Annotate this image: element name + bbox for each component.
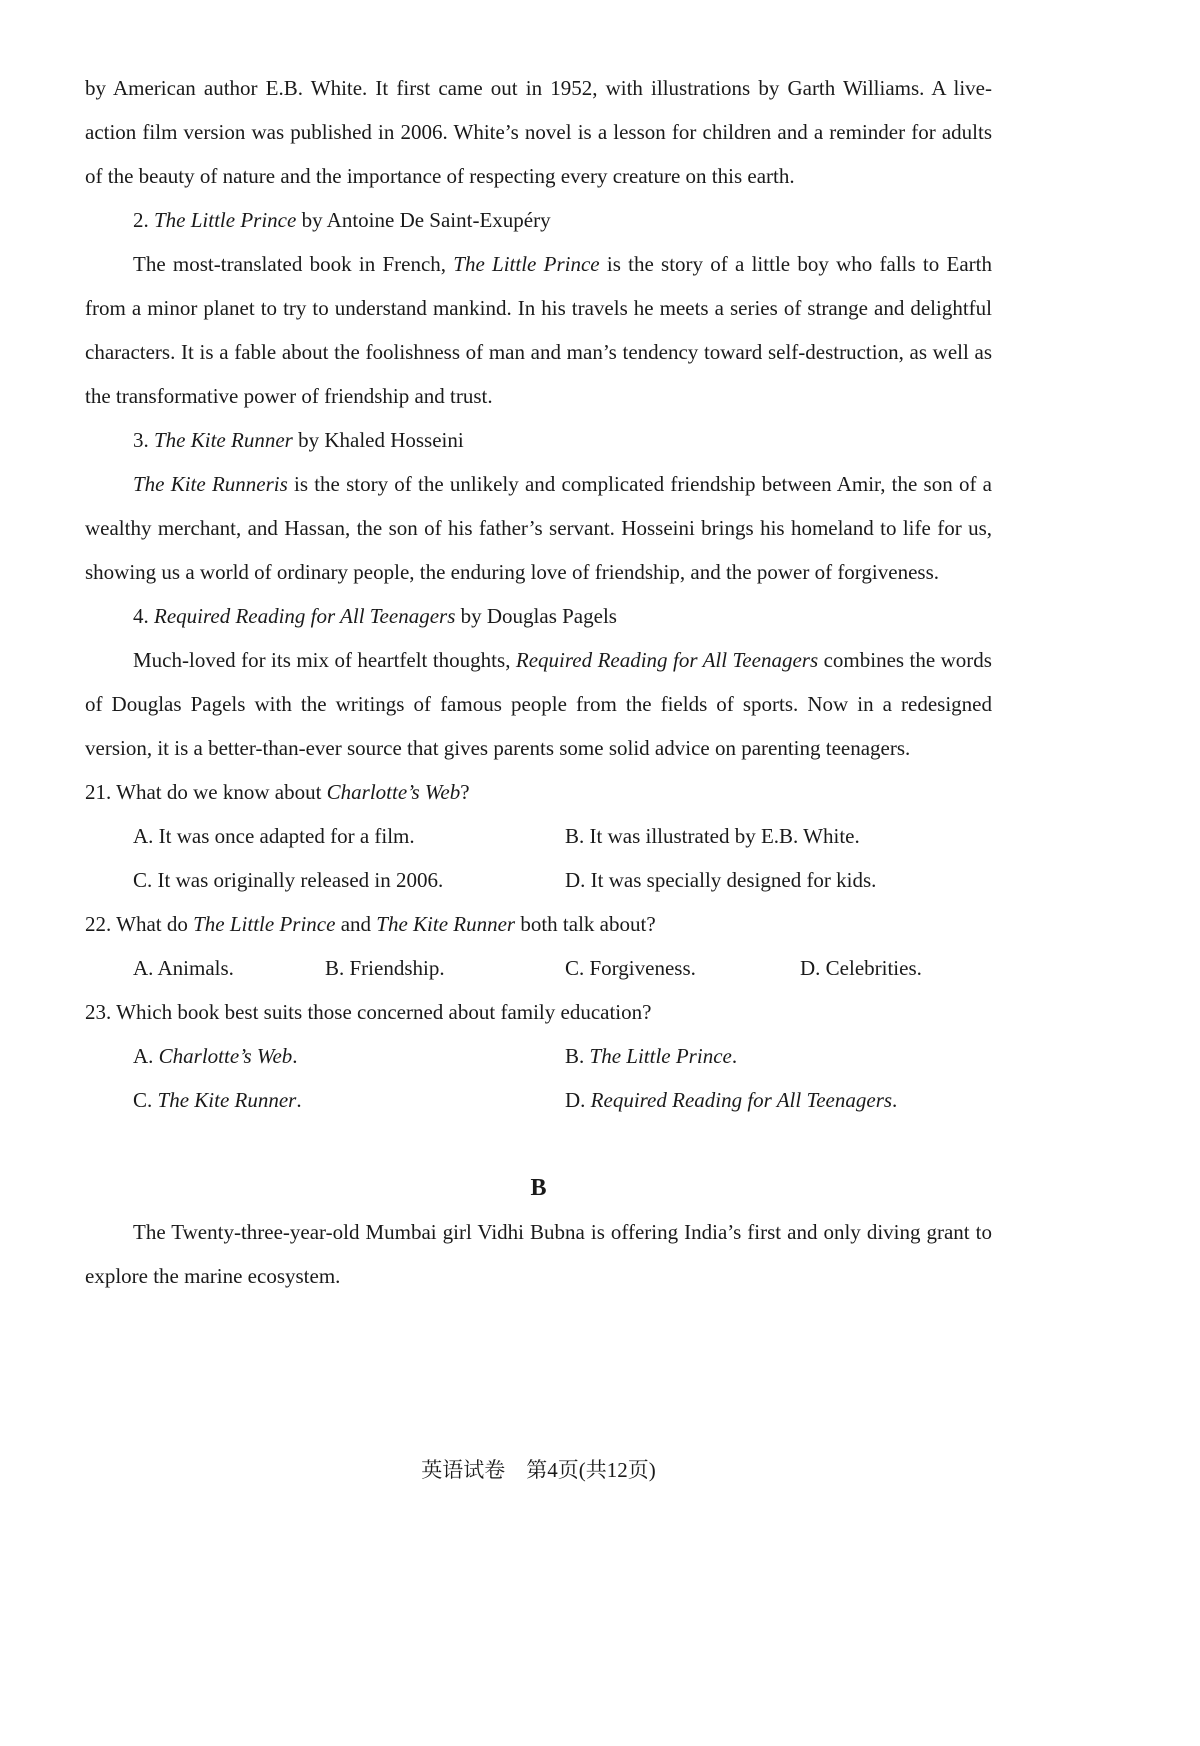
text: is the story of a little boy who falls to Earth from a minor planet to try to understand mankind. In his travels he meets a series of strange and delightful characters. It is a fable about the foolishness of man and man’s tendency toward self-destruction, as well as the transformative power of friendship and trust. (85, 252, 992, 408)
text: by Douglas Pagels (455, 604, 617, 628)
question-21-options-row-1 (85, 814, 992, 858)
italic-text: The Little Prince (193, 912, 336, 936)
text: . (296, 1088, 302, 1112)
question-23-options-row-1 (85, 1034, 992, 1078)
text: 23. Which book best suits those concerned about family education? (85, 1000, 652, 1024)
italic-text: Charlotte’s Web (326, 780, 461, 804)
text: B. It was illustrated by E.B. White. (565, 824, 860, 848)
text: The Twenty-three-year-old Mumbai girl Vidhi Bubna is offering India’s first and only diving grant to explore the marine ecosystem. (85, 1220, 992, 1288)
text: The most-translated book in French, (133, 252, 454, 276)
text: C. (133, 1088, 158, 1112)
text: by Khaled Hosseini (292, 428, 464, 452)
italic-text: The Kite Runner (154, 428, 293, 452)
book-heading-3 (85, 418, 992, 462)
text: . (731, 1044, 738, 1068)
question-21-options-row-2 (85, 858, 992, 902)
text: ? (460, 780, 470, 804)
text: by American author E.B. White. It first came out in 1952, with illustrations by Garth Williams. A live-action film version was published in 2006. White’s novel is a lesson for children and a reminder for adults of the beauty of nature and the importance of respecting every creature on this earth. (85, 76, 992, 188)
text: . (892, 1088, 898, 1112)
text: 22. What do (85, 912, 194, 936)
text: 4. (133, 604, 154, 628)
italic-text: Required Reading for All Teenagers (154, 604, 456, 628)
question-22-options-row-1 (85, 946, 992, 990)
italic-text: Required Reading for All Teenagers (590, 1088, 893, 1112)
question-22 (85, 902, 992, 946)
question-23-options-row-2 (85, 1078, 992, 1122)
italic-text: The Kite Runner (157, 1088, 297, 1112)
book-heading-2 (85, 198, 992, 242)
option-A (133, 946, 325, 990)
passage-a-paragraph-1 (85, 66, 992, 198)
text: B (530, 1175, 547, 1201)
text: A. (133, 1044, 159, 1068)
option-A (133, 814, 565, 858)
italic-text: The Little Prince (154, 208, 297, 232)
text: A. Animals. (133, 956, 234, 980)
section-b-heading (85, 1166, 992, 1210)
italic-text: The Little Prince (453, 252, 600, 276)
italic-text: The Little Prince (589, 1044, 732, 1068)
passage-b-paragraph-1 (85, 1210, 992, 1298)
text: D. It was specially designed for kids. (565, 868, 877, 892)
text: D. (565, 1088, 591, 1112)
option-B (325, 946, 565, 990)
text: by Antoine De Saint-Exupéry (296, 208, 551, 232)
text: . (292, 1044, 298, 1068)
passage-a-paragraph-4 (85, 638, 992, 770)
option-C (133, 858, 565, 902)
question-21 (85, 770, 992, 814)
option-C (133, 1078, 565, 1122)
option-B (565, 814, 992, 858)
option-A (133, 1034, 565, 1078)
question-23 (85, 990, 992, 1034)
text: 21. What do we know about (85, 780, 327, 804)
text: C. It was originally released in 2006. (133, 868, 444, 892)
text: 3. (133, 428, 154, 452)
option-B (565, 1034, 992, 1078)
passage-a-paragraph-2 (85, 242, 992, 418)
option-D (800, 946, 992, 990)
italic-text: The Kite Runner (376, 912, 516, 936)
text: B. (565, 1044, 590, 1068)
text: combines the words of Douglas Pagels with the writings of famous people from the fields of sports. Now in a redesigned version, it is a better-than-ever source that gives parents some solid advice on parenting teenagers. (85, 648, 992, 760)
text: C. Forgiveness. (565, 956, 696, 980)
document-body (85, 66, 992, 1298)
page-footer: 英语试卷 第4页(共12页) (421, 1458, 656, 1482)
text: 2. (133, 208, 154, 232)
option-D (565, 1078, 992, 1122)
option-D (565, 858, 992, 902)
text: A. It was once adapted for a film. (133, 824, 415, 848)
option-C (565, 946, 800, 990)
text: and (335, 912, 377, 936)
text: B. Friendship. (325, 956, 445, 980)
text: both talk about? (515, 912, 656, 936)
book-heading-4 (85, 594, 992, 638)
passage-a-paragraph-3 (85, 462, 992, 594)
text: Much-loved for its mix of heartfelt thoughts, (133, 648, 516, 672)
italic-text: Charlotte’s Web (158, 1044, 293, 1068)
text: D. Celebrities. (800, 956, 922, 980)
text: is the story of the unlikely and complicated friendship between Amir, the son of a wealthy merchant, and Hassan, the son of his father’s servant. Hosseini brings his homeland to life for us, showing us a world of ordinary people, the enduring love of friendship, and the power of forgiveness. (85, 472, 992, 584)
italic-text: Required Reading for All Teenagers (515, 648, 819, 672)
italic-text: The Kite Runneris (133, 472, 288, 496)
